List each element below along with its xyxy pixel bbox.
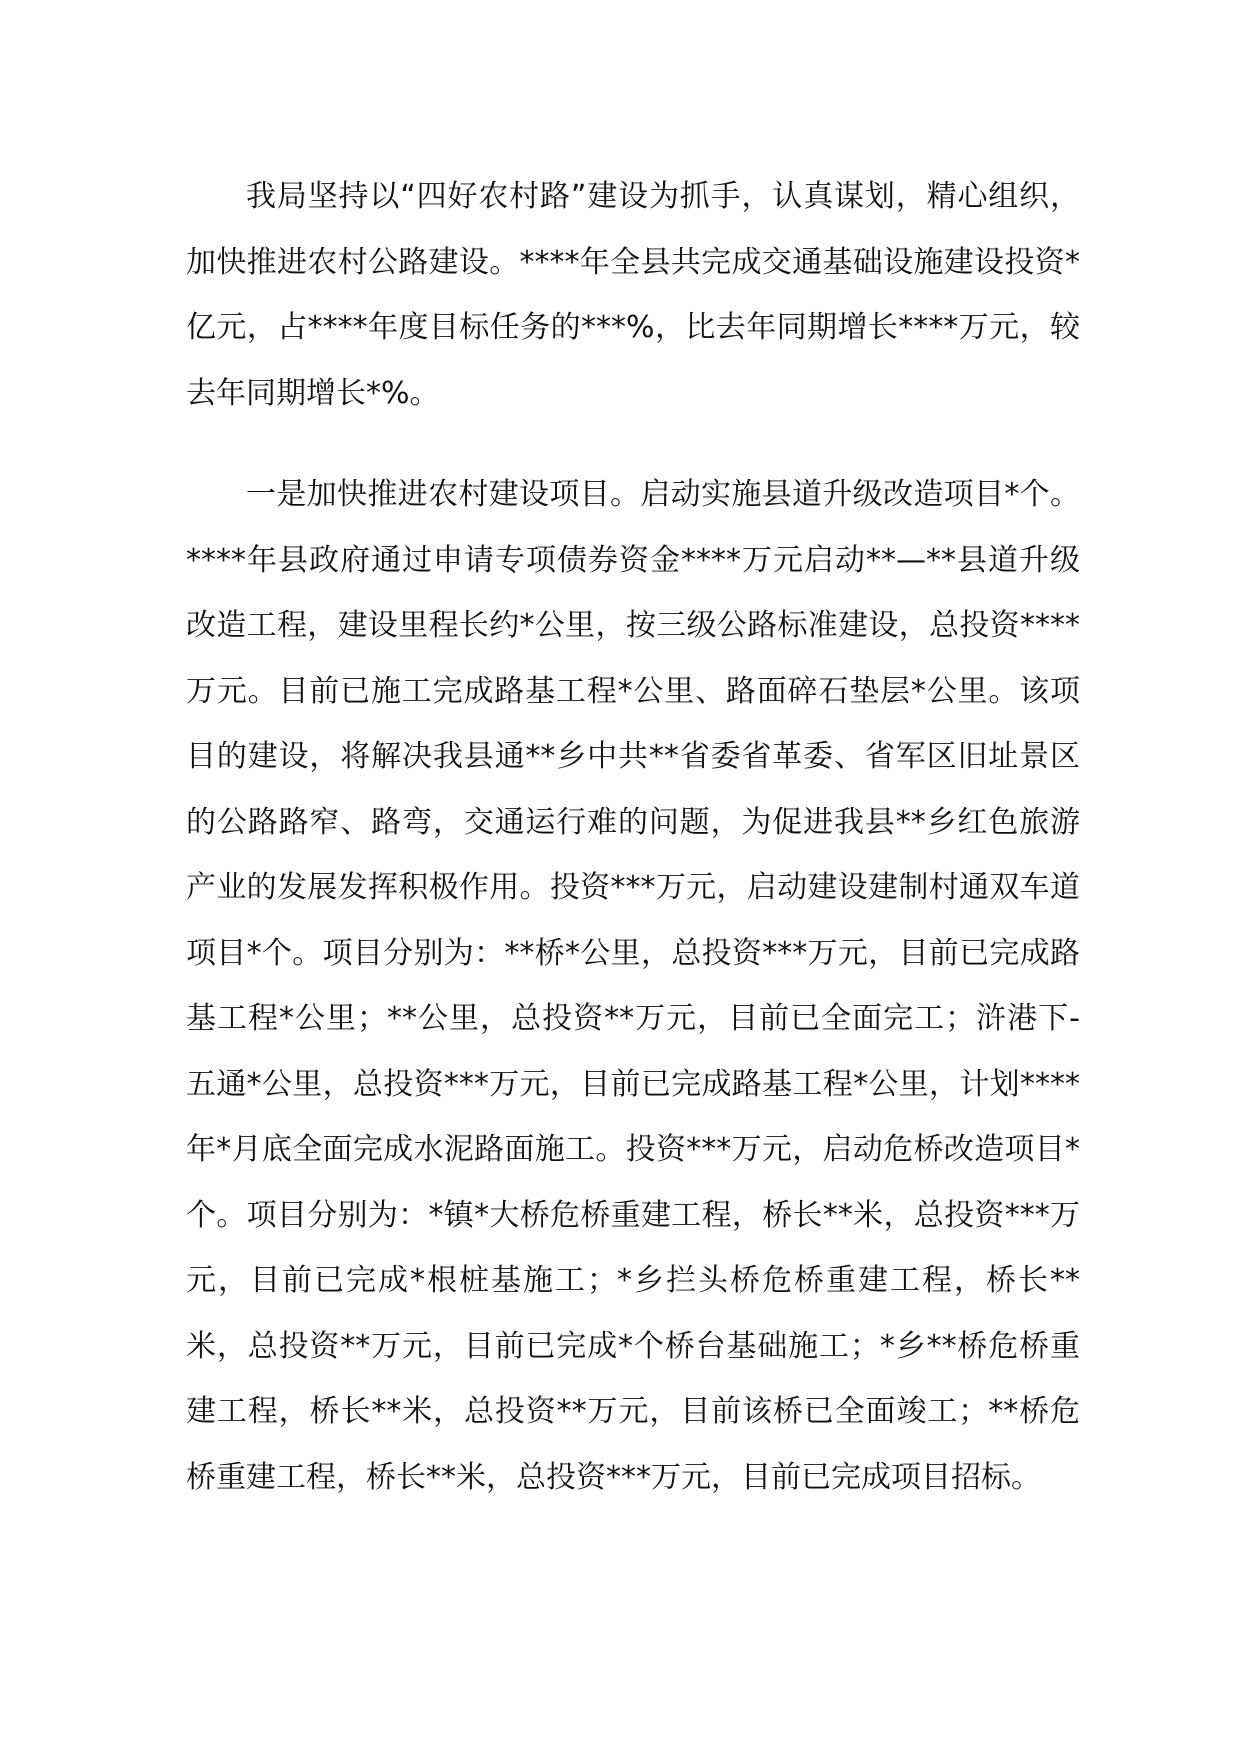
document-body (186, 164, 1080, 1510)
paragraph-projects: 一是加快推进农村建设项目。启动实施县道升级改造项目*个。****年县政府通过申请专项债券资金****万元启动**—**县道升级改造工程，建设里程长约*公里，按三级公路标准建设，总投资****万元。目前已施工完成路基工程*公里、路面碎石垫层*公里。该项目的建设，将解决我县通**乡中共**省委省革委、省军区旧址景区的公路路窄、路弯，交通运行难的问题，为促进我县**乡红色旅游产业的发展发挥积极作用。投资***万元，启动建设建制村通双车道项目*个。项目分别为：**桥*公里，总投资***万元，目前已完成路基工程*公里；**公里，总投资**万元，目前已全面完工；浒港下-五通*公里，总投资***万元，目前已完成路基工程*公里，计划****年*月底全面完成水泥路面施工。投资***万元，启动危桥改造项目*个。项目分别为：*镇*大桥危桥重建工程，桥长**米，总投资***万元，目前已完成*根桩基施工；*乡拦头桥危桥重建工程，桥长**米，总投资**万元，目前已完成*个桥台基础施工；*乡**桥危桥重建工程，桥长**米，总投资**万元，目前该桥已全面竣工；**桥危桥重建工程，桥长**米，总投资***万元，目前已完成项目招标。 (186, 477, 1080, 1495)
paragraph-intro: 我局坚持以“四好农村路”建设为抓手，认真谋划，精心组织，加快推进农村公路建设。****年全县共完成交通基础设施建设投资*亿元，占****年度目标任务的***%，比去年同期增长****万元，较去年同期增长*%。 (186, 179, 1080, 411)
